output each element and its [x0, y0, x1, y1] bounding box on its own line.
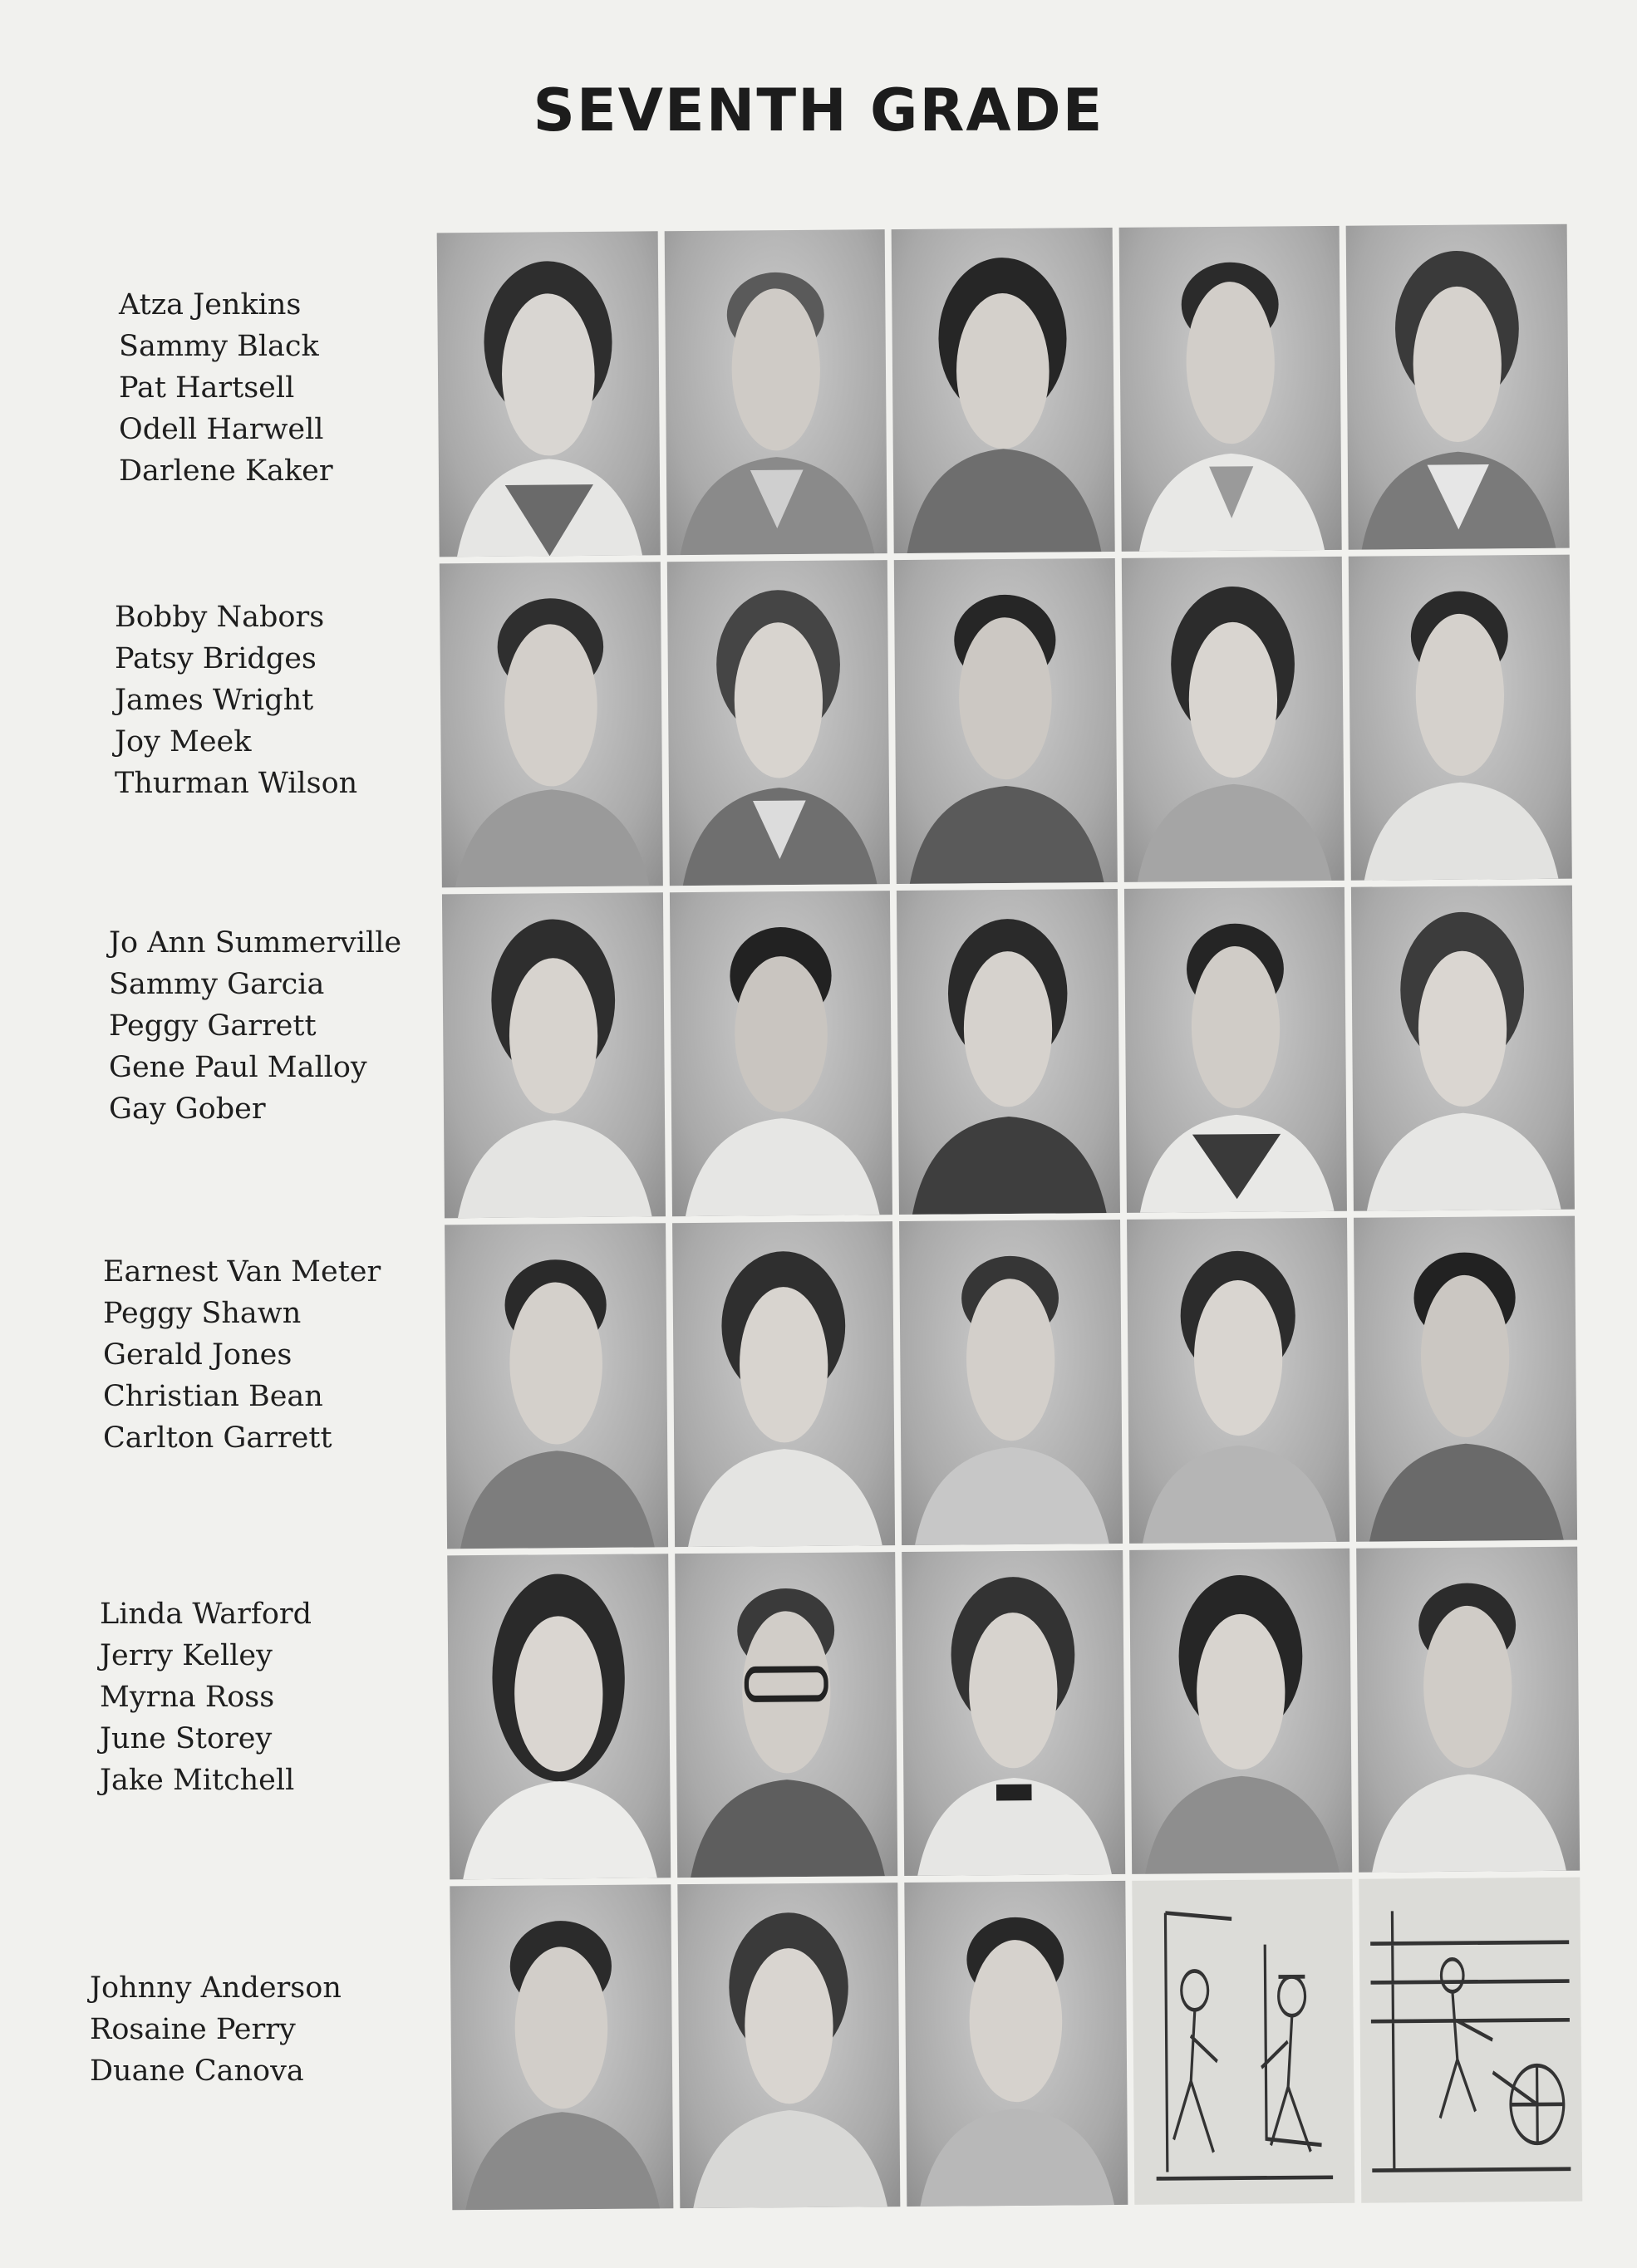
student-name: Carlton Garrett [103, 1421, 332, 1455]
student-portrait-photo [1346, 224, 1570, 550]
student-name: Odell Harwell [119, 413, 324, 446]
name-group-row-5 [100, 1593, 465, 1801]
student-portrait-photo [447, 1554, 671, 1879]
student-name: Johnny Anderson [90, 1971, 342, 2005]
student-name: June Storey [100, 1722, 273, 1755]
student-portrait-photo [677, 1883, 901, 2208]
student-portrait-photo [904, 1881, 1128, 2207]
student-portrait-photo [892, 228, 1115, 553]
student-portrait-photo [902, 1550, 1125, 1876]
student-name: Sammy Black [119, 330, 319, 363]
student-name: Jerry Kelley [100, 1639, 273, 1672]
student-portrait-photo [1118, 226, 1342, 552]
student-name: Rosaine Perry [90, 2013, 296, 2046]
student-portrait-photo [1354, 1216, 1577, 1542]
student-portrait-photo [445, 1223, 668, 1549]
student-name: Thurman Wilson [115, 767, 358, 800]
name-group-row-4 [103, 1251, 469, 1459]
student-portrait-photo [672, 1221, 896, 1547]
student-name: Pat Hartsell [119, 371, 295, 405]
student-portrait-photo [440, 562, 663, 887]
student-portrait-photo [897, 889, 1120, 1215]
student-name: Peggy Shawn [103, 1297, 302, 1330]
student-name: Jake Mitchell [100, 1764, 295, 1797]
student-portrait-photo [899, 1220, 1123, 1545]
student-name: Christian Bean [103, 1380, 323, 1413]
student-portrait-photo [1127, 1218, 1350, 1544]
student-name: Myrna Ross [100, 1681, 275, 1714]
student-portrait-photo [1129, 1549, 1353, 1874]
student-name: Sammy Garcia [109, 968, 325, 1001]
student-portrait-photo [675, 1552, 898, 1878]
student-portrait-photo [442, 892, 666, 1218]
cart-sketch-illustration-icon [1359, 1878, 1583, 2203]
student-name: Gene Paul Malloy [109, 1051, 367, 1084]
student-portrait-photo [894, 558, 1118, 884]
name-group-row-1 [119, 284, 484, 492]
student-name: Atza Jenkins [119, 288, 302, 322]
page-title: SEVENTH GRADE [533, 76, 1104, 145]
student-portrait-photo [670, 891, 893, 1216]
student-portrait-photo [1122, 557, 1345, 882]
student-portrait-photo [1357, 1547, 1580, 1873]
student-name: James Wright [115, 684, 314, 717]
photo-grid [437, 224, 1583, 2211]
name-group-row-3 [109, 922, 474, 1130]
student-name: Jo Ann Summerville [109, 926, 402, 960]
student-name: Bobby Nabors [115, 601, 325, 634]
student-name: Gerald Jones [103, 1338, 292, 1372]
pilgrims-sketch-illustration-icon [1132, 1879, 1355, 2205]
name-group-row-6 [90, 1967, 455, 2092]
student-name: Duane Canova [90, 2054, 304, 2088]
name-group-row-2 [115, 596, 480, 804]
student-name: Peggy Garrett [109, 1009, 317, 1043]
student-name: Earnest Van Meter [103, 1255, 381, 1289]
student-name: Darlene Kaker [119, 454, 333, 488]
student-portrait-photo [1349, 555, 1572, 881]
student-portrait-photo [1351, 886, 1575, 1211]
student-portrait-photo [664, 229, 887, 555]
student-name: Patsy Bridges [115, 642, 317, 675]
student-name: Linda Warford [100, 1598, 312, 1631]
student-portrait-photo [450, 1884, 673, 2210]
student-name: Joy Meek [115, 725, 252, 758]
student-portrait-photo [666, 560, 890, 886]
student-portrait-photo [437, 231, 661, 557]
student-name: Gay Gober [109, 1092, 266, 1126]
student-portrait-photo [1124, 887, 1348, 1213]
